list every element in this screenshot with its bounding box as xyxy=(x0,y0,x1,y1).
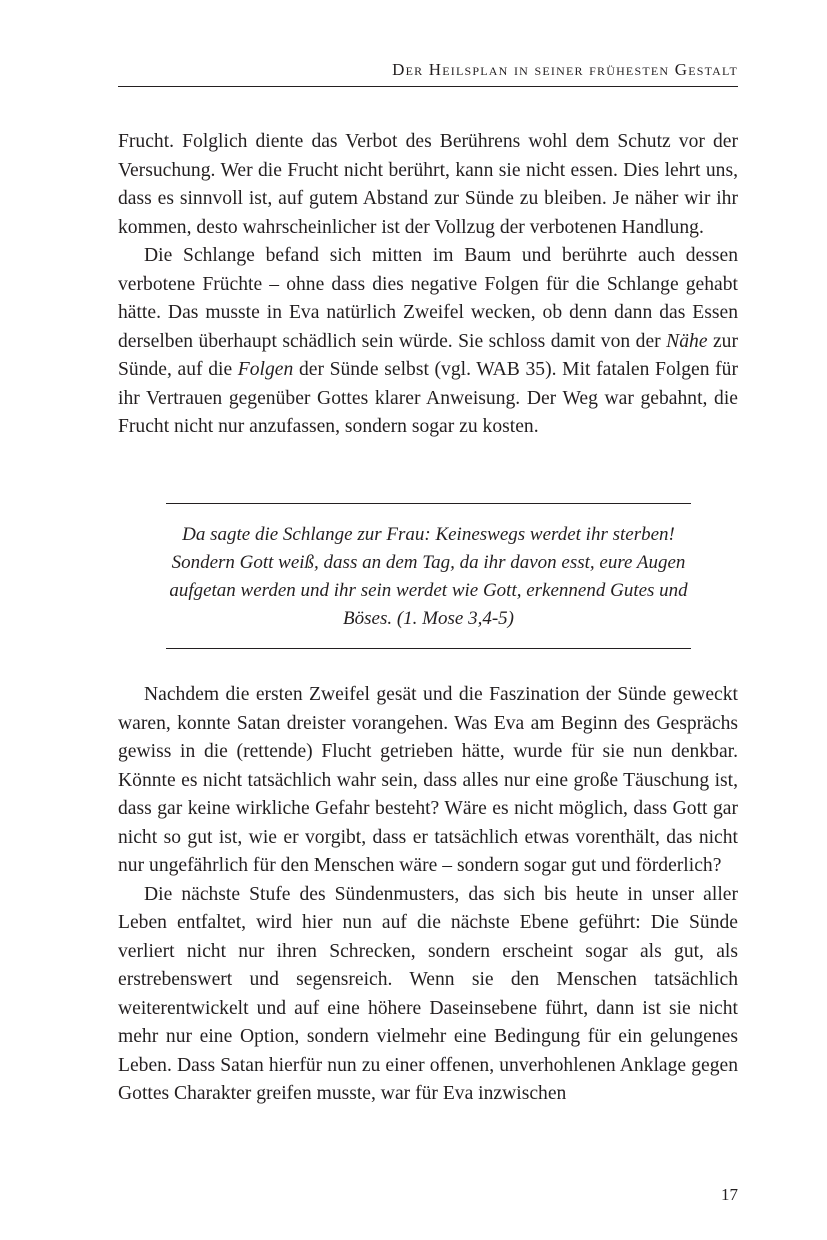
paragraph-text: Die Schlange befand sich mitten im Baum und berührte auch dessen verbotene Früchte – ohne dass dies negative Folgen für die Schlange gehabt hätte. Das musste in Eva natürlich Zweifel wecken, ob denn dann das Essen derselben überhaupt schädlich sein würde. Sie schloss damit von der xyxy=(118,245,738,352)
paragraph-text: der Sünde selbst (vgl. WAB 35). Mit fatalen Folgen für ihr Vertrauen gegenüber Gottes klarer Anweisung. Der Weg war gebahnt, die Frucht nicht nur anzufassen, sondern sogar zu kosten. xyxy=(118,359,738,437)
paragraph-text: zur Sünde, auf die xyxy=(118,330,738,380)
scripture-quote: Da sagte die Schlange zur Frau: Keineswegs werdet ihr sterben! Sondern Gott weiß, dass an dem Tag, da ihr davon esst, eure Augen aufgetan werden und ihr sein werdet wie Gott, erkennend Gutes und Böses. (1. Mose 3,4-5) xyxy=(166,503,691,649)
body-text-top xyxy=(118,128,738,442)
paragraph: Frucht. Folglich diente das Verbot des Berührens wohl dem Schutz vor der Versuchung. Wer die Frucht nicht berührt, kann sie nicht essen. Dies lehrt uns, dass es sinnvoll ist, auf gutem Abstand zur Sünde zu bleiben. Je näher wir ihr kommen, desto wahrscheinlicher ist der Vollzug der verbotenen Handlung. xyxy=(118,131,738,238)
emphasis-folgen: Folgen xyxy=(237,359,294,380)
body-text-bottom xyxy=(118,681,738,1109)
page-number: 17 xyxy=(721,1185,738,1204)
paragraph: Nachdem die ersten Zweifel gesät und die Faszination der Sünde geweckt waren, konnte Satan dreister vorangehen. Was Eva am Beginn des Gesprächs gewiss in die (rettende) Flucht getrieben hätte, wurde für sie nun denkbar. Könnte es nicht tatsächlich wahr sein, dass alles nur eine große Täuschung ist, dass gar keine wirkliche Gefahr besteht? Wäre es nicht möglich, dass Gott gar nicht so gut ist, wie er vorgibt, dass er tatsächlich etwas vorenthält, das nicht nur ungefährlich für den Menschen wäre – sondern sogar gut und förderlich? xyxy=(118,684,738,876)
running-head: Der Heilsplan in seiner frühesten Gestalt xyxy=(118,60,738,87)
paragraph: Die nächste Stufe des Sündenmusters, das sich bis heute in unser aller Leben entfaltet, wird hier nun auf die nächste Ebene geführt: Die Sünde verliert nicht nur ihren Schrecken, sondern erscheint sogar als gut, als erstrebenswert und segensreich. Wenn sie den Menschen tatsächlich weiterentwickelt und auf eine höhere Daseinsebene führt, dann ist sie nicht mehr nur eine Option, sondern vielmehr eine Bedingung für ein gelungenes Leben. Dass Satan hierfür nun zu einer offenen, unverhohlenen Anklage gegen Gottes Charakter greifen musste, war für Eva inzwischen xyxy=(118,883,738,1104)
emphasis-naehe: Nähe xyxy=(666,330,708,352)
paragraph xyxy=(118,242,738,442)
